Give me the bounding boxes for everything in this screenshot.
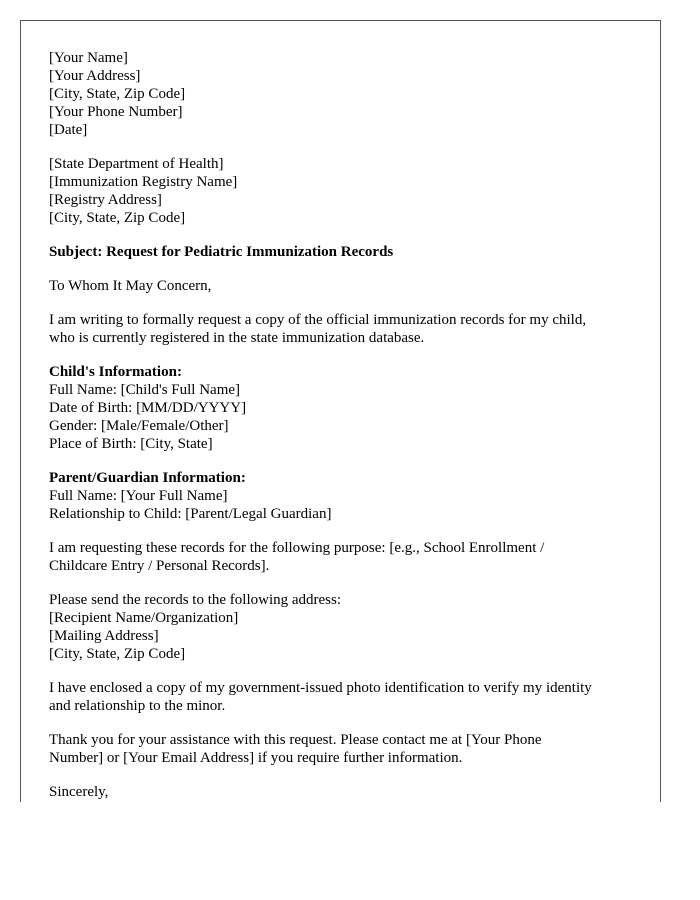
purpose-paragraph bbox=[49, 539, 639, 575]
send-to-recipient: [Recipient Name/Organization] bbox=[49, 610, 239, 626]
recipient-block bbox=[49, 155, 639, 227]
intro-paragraph bbox=[49, 311, 639, 347]
letter-date: [Date] bbox=[49, 122, 88, 138]
guardian-relationship: Relationship to Child: [Parent/Legal Guardian] bbox=[49, 506, 332, 522]
child-info-section bbox=[49, 363, 639, 453]
purpose-line-2: Childcare Entry / Personal Records]. bbox=[49, 558, 270, 574]
recipient-registry-address: [Registry Address] bbox=[49, 192, 162, 208]
intro-line-2: who is currently registered in the state immunization database. bbox=[49, 330, 425, 346]
guardian-info-heading: Parent/Guardian Information: bbox=[49, 470, 246, 486]
subject-line bbox=[49, 243, 639, 261]
send-to-city-state-zip: [City, State, Zip Code] bbox=[49, 646, 186, 662]
intro-line-1: I am writing to formally request a copy of the official immunization records for my child, bbox=[49, 312, 587, 328]
thanks-line-2: Number] or [Your Email Address] if you require further information. bbox=[49, 750, 463, 766]
thanks-line-1: Thank you for your assistance with this request. Please contact me at [Your Phone bbox=[49, 732, 542, 748]
sender-block bbox=[49, 49, 639, 139]
child-gender: Gender: [Male/Female/Other] bbox=[49, 418, 229, 434]
letter-content bbox=[49, 49, 639, 802]
closing-text: Sincerely, bbox=[49, 784, 109, 800]
letter-page bbox=[20, 20, 661, 802]
guardian-full-name: Full Name: [Your Full Name] bbox=[49, 488, 228, 504]
salutation-text: To Whom It May Concern, bbox=[49, 278, 212, 294]
recipient-registry-name: [Immunization Registry Name] bbox=[49, 174, 238, 190]
child-full-name: Full Name: [Child's Full Name] bbox=[49, 382, 241, 398]
child-dob: Date of Birth: [MM/DD/YYYY] bbox=[49, 400, 247, 416]
enclosure-line-2: and relationship to the minor. bbox=[49, 698, 226, 714]
enclosure-paragraph bbox=[49, 679, 639, 715]
closing bbox=[49, 783, 639, 801]
sender-city-state-zip: [City, State, Zip Code] bbox=[49, 86, 186, 102]
salutation bbox=[49, 277, 639, 295]
send-to-intro: Please send the records to the following address: bbox=[49, 592, 342, 608]
guardian-info-section bbox=[49, 469, 639, 523]
subject-text: Subject: Request for Pediatric Immunization Records bbox=[49, 244, 394, 260]
child-info-heading: Child's Information: bbox=[49, 364, 182, 380]
child-place-of-birth: Place of Birth: [City, State] bbox=[49, 436, 213, 452]
recipient-city-state-zip: [City, State, Zip Code] bbox=[49, 210, 186, 226]
recipient-department: [State Department of Health] bbox=[49, 156, 224, 172]
enclosure-line-1: I have enclosed a copy of my government-issued photo identification to verify my identity bbox=[49, 680, 592, 696]
thanks-paragraph bbox=[49, 731, 639, 767]
sender-address: [Your Address] bbox=[49, 68, 141, 84]
sender-name: [Your Name] bbox=[49, 50, 128, 66]
send-to-section bbox=[49, 591, 639, 663]
sender-phone: [Your Phone Number] bbox=[49, 104, 183, 120]
send-to-mailing-address: [Mailing Address] bbox=[49, 628, 159, 644]
purpose-line-1: I am requesting these records for the following purpose: [e.g., School Enrollment / bbox=[49, 540, 545, 556]
